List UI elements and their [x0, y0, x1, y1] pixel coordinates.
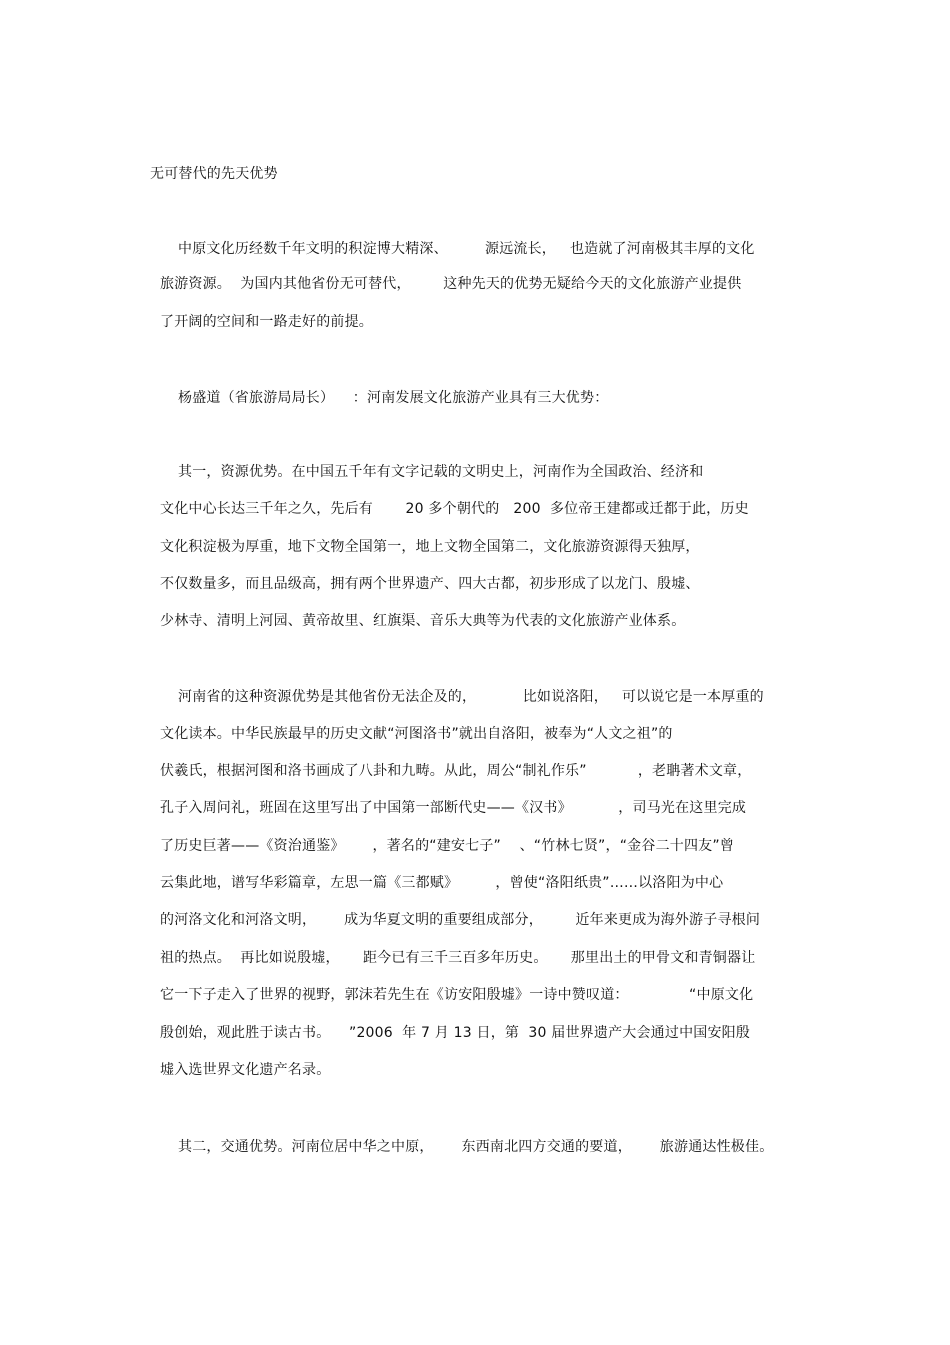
- paragraph-2-line-1: 杨盛道（省旅游局局长） ：河南发展文化旅游产业具有三大优势：: [178, 390, 609, 406]
- paragraph-3-line-5: 少林寺、清明上河园、黄帝故里、红旗渠、音乐大典等为代表的文化旅游产业体系。: [160, 613, 686, 629]
- paragraph-3-line-3: 文化积淀极为厚重，地下文物全国第一，地上文物全国第二，文化旅游资源得天独厚，: [160, 539, 700, 555]
- paragraph-4-line-6: 云集此地，谱写华彩篇章，左思一篇《三都赋》 ，曾使“洛阳纸贵”……以洛阳为中心: [160, 875, 724, 891]
- paragraph-4-line-2: 文化读本。中华民族最早的历史文献“河图洛书”就出自洛阳，被奉为“人文之祖”的: [160, 726, 673, 742]
- paragraph-4-line-1: 河南省的这种资源优势是其他省份无法企及的， 比如说洛阳， 可以说它是一本厚重的: [178, 689, 764, 705]
- document-title: 无可替代的先天优势: [150, 166, 278, 182]
- paragraph-4-line-8: 祖的热点。 再比如说殷墟， 距今已有三千三百多年历史。 那里出土的甲骨文和青铜器让: [160, 950, 756, 966]
- paragraph-1-line-2: 旅游资源。 为国内其他省份无可替代， 这种先天的优势无疑给今天的文化旅游产业提供: [160, 276, 742, 292]
- paragraph-4-line-9: 它一下子走入了世界的视野，郭沫若先生在《访安阳殷墟》一诗中赞叹道： “中原文化: [160, 987, 754, 1003]
- paragraph-4-line-5: 了历史巨著——《资治通鉴》 ，著名的“建安七子” 、“竹林七贤”，“金谷二十四友”曾: [160, 838, 735, 854]
- paragraph-3-line-1: 其一，资源优势。在中国五千年有文字记载的文明史上，河南作为全国政治、经济和: [178, 464, 704, 480]
- paragraph-4-line-10: 殷创始，观此胜于读古书。 ”2006 年 7 月 13 日，第 30 届世界遗产大会通过中国安阳殷: [160, 1025, 751, 1041]
- paragraph-4-line-7: 的河洛文化和河洛文明， 成为华夏文明的重要组成部分， 近年来更成为海外游子寻根问: [160, 912, 761, 928]
- paragraph-4-line-4: 孔子入周问礼，班固在这里写出了中国第一部断代史——《汉书》 ，司马光在这里完成: [160, 800, 747, 816]
- paragraph-3-line-4: 不仅数量多，而且品级高，拥有两个世界遗产、四大古都，初步形成了以龙门、殷墟、: [160, 576, 700, 592]
- paragraph-5-line-1: 其二，交通优势。河南位居中华之中原， 东西南北四方交通的要道， 旅游通达性极佳。: [178, 1139, 774, 1155]
- paragraph-1-line-3: 了开阔的空间和一路走好的前提。: [160, 314, 373, 330]
- paragraph-4-line-3: 伏羲氏，根据河图和洛书画成了八卦和九畴。从此，周公“制礼作乐” ，老聃著术文章，: [160, 763, 752, 779]
- paragraph-4-line-11: 墟入选世界文化遗产名录。: [160, 1062, 331, 1078]
- paragraph-1-line-1: 中原文化历经数千年文明的积淀博大精深、 源远流长， 也造就了河南极其丰厚的文化: [178, 241, 755, 257]
- paragraph-3-line-2: 文化中心长达三千年之久，先后有 20 多个朝代的 200 多位帝王建都或迁都于此，历史: [160, 501, 749, 517]
